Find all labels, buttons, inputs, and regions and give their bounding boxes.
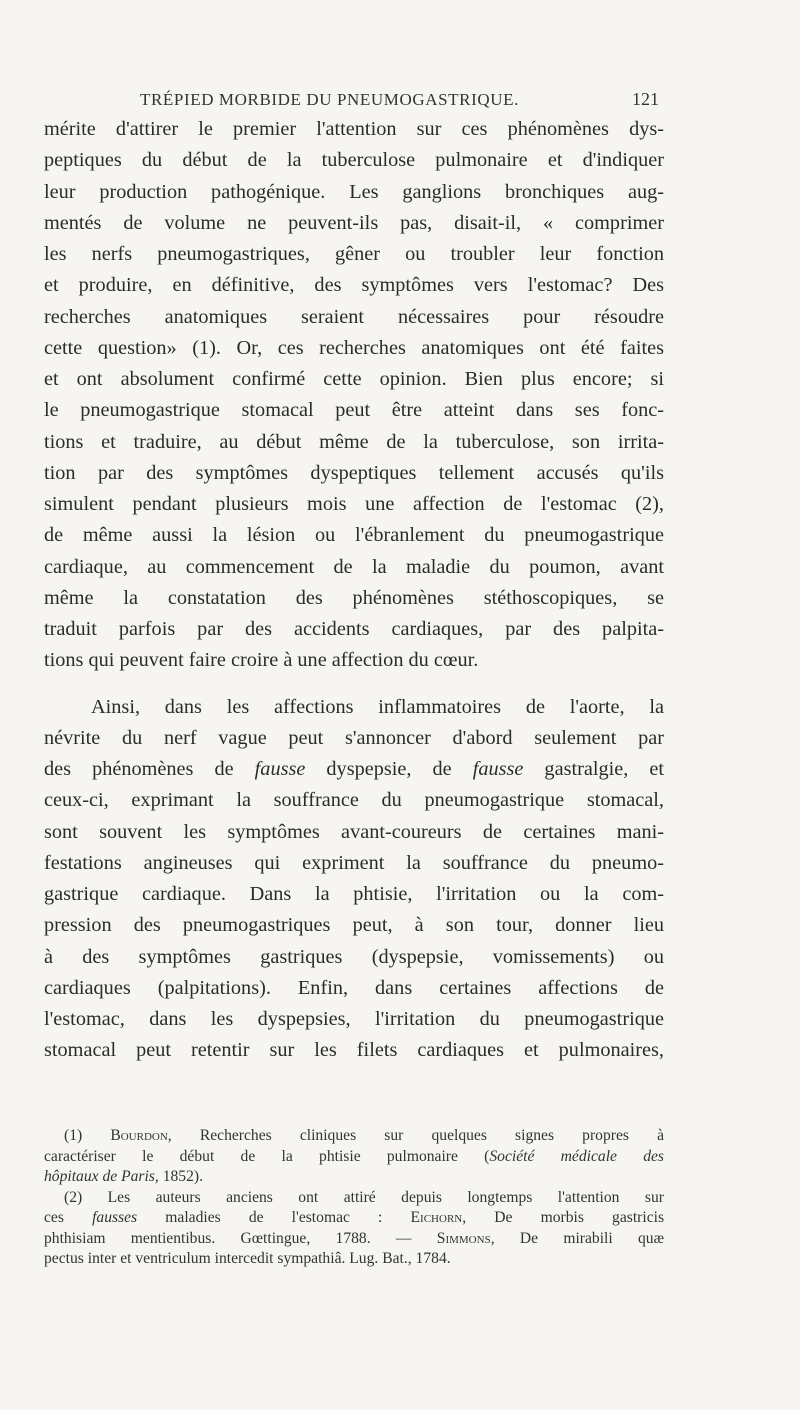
text-line: mérite d'attirer le premier l'attention sur ces phénomènes dys-: [44, 118, 664, 140]
italic-run: fausse: [254, 758, 306, 780]
text-run: , De mirabili quæ: [490, 1229, 664, 1247]
text-line: festations angineuses qui expriment la souffrance du pneumo-: [44, 851, 664, 874]
text-run: gastralgie, et: [523, 758, 665, 780]
text-line: les nerfs pneumogastriques, gêner ou troubler leur fonction: [44, 243, 664, 265]
text-run: , Recherches cliniques sur quelques signes propres à: [167, 1127, 664, 1144]
footnote-2: [44, 1188, 664, 1270]
text-line: peptiques du début de la tuberculose pulmonaire et d'indiquer: [44, 149, 664, 172]
footnotes: [44, 1126, 664, 1270]
paragraph-1: [44, 114, 664, 677]
text-line: leur production pathogénique. Les ganglions bronchiques aug-: [44, 180, 664, 203]
footnote-1: [44, 1126, 664, 1188]
page-number: 121: [632, 89, 659, 109]
text-line: cette question» (1). Or, ces recherches anatomiques ont été faites: [44, 336, 664, 359]
text-line: et produire, en définitive, des symptômes vers l'estomac? Des: [44, 274, 664, 297]
text-line: névrite du nerf vague peut s'annoncer d'abord seulement par: [44, 726, 664, 749]
text-line: l'estomac, dans les dyspepsies, l'irritation du pneumogastrique: [44, 1008, 664, 1030]
text-line: tion par des symptômes dyspeptiques tellement accusés qu'ils: [44, 461, 664, 484]
italic-run: hôpitaux de Paris: [44, 1168, 155, 1185]
paragraph-gap: [44, 677, 664, 692]
text-run: maladies de l'estomac :: [137, 1209, 411, 1226]
footnote-marker: (1): [64, 1127, 111, 1144]
text-line: recherches anatomiques seraient nécessaires pour résoudre: [44, 305, 664, 328]
text-run: caractériser le début de la phtisie pulmonaire (: [44, 1147, 490, 1165]
text-line: sont souvent les symptômes avant-coureurs de certaines mani-: [44, 820, 664, 843]
author-name: Eichorn: [410, 1209, 463, 1226]
text-run: des phénomènes de: [44, 758, 255, 780]
text-run: ces: [44, 1209, 93, 1226]
text-line: cardiaque, au commencement de la maladie du poumon, avant: [44, 555, 664, 578]
text-line: et ont absolument confirmé cette opinion. Bien plus encore; si: [44, 368, 664, 390]
text-line: [44, 754, 664, 785]
text-line: même la constatation des phénomènes stéthoscopiques, se: [44, 586, 664, 609]
footnote-line: pectus inter et ventriculum intercedit sympathiâ. Lug. Bat., 1784.: [44, 1250, 451, 1267]
italic-run: fausses: [92, 1209, 138, 1226]
text-run: dyspepsie, de: [305, 758, 473, 780]
text-line: tions qui peuvent faire croire à une affection du cœur.: [44, 649, 479, 672]
italic-run: Société médicale des: [489, 1147, 665, 1165]
author-name: Bourdon: [110, 1127, 168, 1144]
text-run: phthisiam mentientibus. Gœttingue, 1788. —: [44, 1229, 437, 1247]
italic-run: fausse: [472, 758, 524, 780]
footnote-line: [44, 1147, 664, 1168]
footnote-line: [44, 1167, 664, 1188]
paragraph-2: [44, 692, 664, 1067]
text-run: , De morbis gastricis: [462, 1209, 665, 1226]
text-line: cardiaques (palpitations). Enfin, dans certaines affections de: [44, 976, 664, 999]
running-title: TRÉPIED MORBIDE DU PNEUMOGASTRIQUE.: [140, 90, 519, 109]
text-line: Ainsi, dans les affections inflammatoires de l'aorte, la: [91, 695, 664, 718]
text-line: le pneumogastrique stomacal peut être atteint dans ses fonc-: [44, 399, 664, 422]
text-line: gastrique cardiaque. Dans la phtisie, l'irritation ou la com-: [44, 883, 664, 905]
text-run: , 1852).: [154, 1168, 203, 1185]
footnote-line: [44, 1126, 664, 1147]
text-line: traduit parfois par des accidents cardiaques, par des palpita-: [44, 618, 664, 640]
text-line: ceux-ci, exprimant la souffrance du pneumogastrique stomacal,: [44, 789, 664, 812]
author-name: Simmons: [436, 1229, 491, 1247]
text-line: à des symptômes gastriques (dyspepsie, vomissements) ou: [44, 945, 664, 968]
text-line: de même aussi la lésion ou l'ébranlement du pneumogastrique: [44, 524, 664, 547]
footnote-line: (2) Les auteurs anciens ont attiré depuis longtemps l'attention sur: [64, 1188, 664, 1206]
body-text: [44, 114, 664, 1067]
text-line: simulent pendant plusieurs mois une affection de l'estomac (2),: [44, 493, 664, 515]
footnote-line: [44, 1208, 664, 1229]
text-line: mentés de volume ne peuvent-ils pas, disait-il, « comprimer: [44, 211, 664, 234]
text-line: pression des pneumogastriques peut, à son tour, donner lieu: [44, 914, 664, 937]
footnote-line: [44, 1229, 664, 1250]
text-line: stomacal peut retentir sur les filets cardiaques et pulmonaires,: [44, 1039, 664, 1062]
text-line: tions et traduire, au début même de la tuberculose, son irrita-: [44, 430, 664, 453]
